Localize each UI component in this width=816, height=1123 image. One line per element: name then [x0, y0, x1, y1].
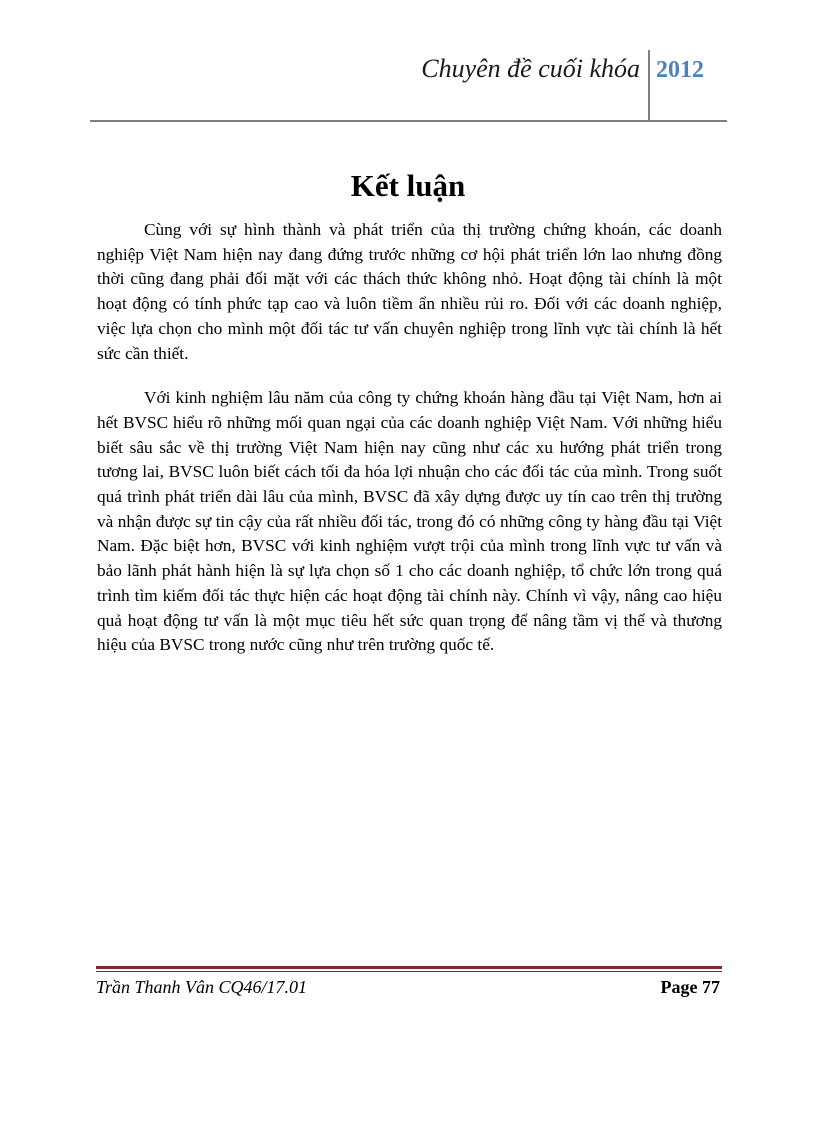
body-text — [97, 218, 722, 658]
footer-rule-thick — [96, 966, 722, 969]
paragraph-1: Cùng với sự hình thành và phát triển của thị trường chứng khoán, các doanh nghiệp Việt Nam hiện nay đang đứng trước những cơ hội phát triển lớn lao nhưng đồng thời cũng đang phải đối mặt với các thách thức không nhỏ. Hoạt động tài chính là một hoạt động có tính phức tạp cao và luôn tiềm ẩn nhiều rủi ro. Đối với các doanh nghiệp, việc lựa chọn cho mình một đối tác tư vấn chuyên nghiệp trong lĩnh vực tài chính là hết sức cần thiết. — [97, 220, 722, 363]
header-divider — [648, 50, 650, 120]
page-number: Page 77 — [660, 977, 720, 997]
paragraph-2: Với kinh nghiệm lâu năm của công ty chứng khoán hàng đầu tại Việt Nam, hơn ai hết BVSC hiểu rõ những mối quan ngại của các doanh nghiệp Việt Nam. Với những hiểu biết sâu sắc về thị trường Việt Nam hiện nay cũng như các xu hướng phát triển trong tương lai, BVSC luôn biết cách tối đa hóa lợi nhuận cho các đối tác của mình. Trong suốt quá trình phát triển dài lâu của mình, BVSC đã xây dựng được uy tín cao trên thị trường và nhận được sự tin cậy của rất nhiều đối tác, trong đó có những công ty hàng đầu tại Việt Nam. Đặc biệt hơn, BVSC với kinh nghiệm vượt trội của mình trong lĩnh vực tư vấn và bảo lãnh phát hành hiện là sự lựa chọn số 1 cho các doanh nghiệp, tổ chức lớn trong quá trình tìm kiếm đối tác thực hiện các hoạt động tài chính này. Chính vì vậy, nâng cao hiệu quả hoạt động tư vấn là một mục tiêu hết sức quan trọng để nâng tầm vị thế và thương hiệu của BVSC trong nước cũng như trên trường quốc tế. — [97, 388, 722, 655]
header-title: Chuyên đề cuối khóa — [421, 54, 640, 83]
page-title: Kết luận — [350, 168, 466, 203]
header-year: 2012 — [656, 57, 704, 83]
footer-rule-thin — [96, 971, 722, 972]
header-rule — [90, 120, 727, 122]
footer-author: Trần Thanh Vân CQ46/17.01 — [96, 977, 308, 997]
